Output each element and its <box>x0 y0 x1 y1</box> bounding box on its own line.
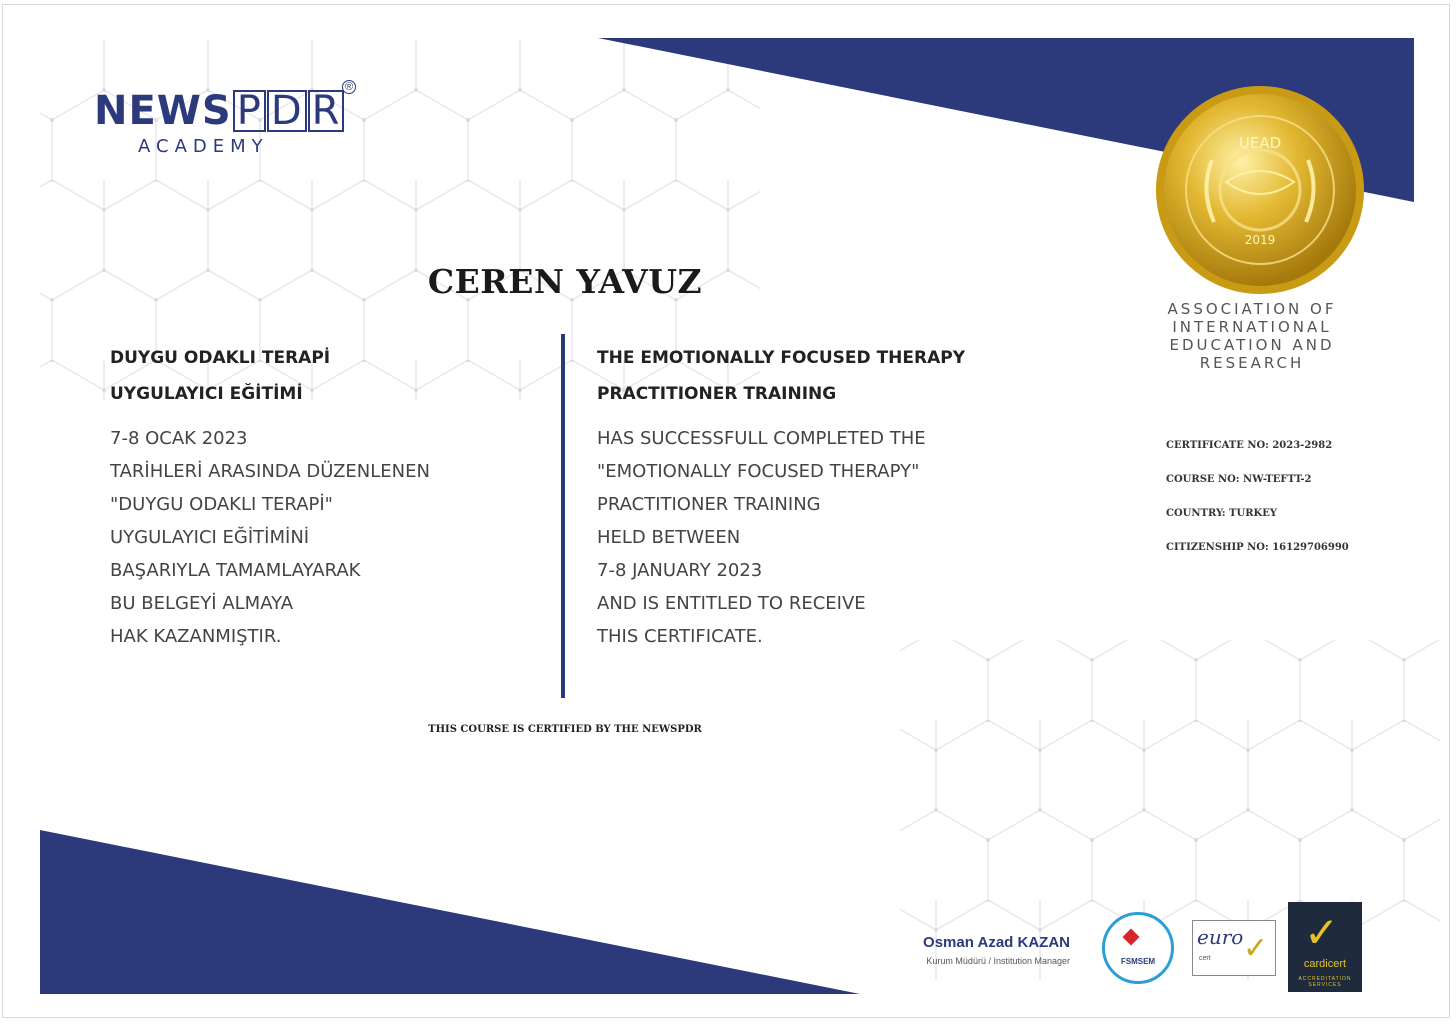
citizenship-number: CITIZENSHIP NO: 16129706990 <box>1166 542 1349 553</box>
english-body-line: "EMOTIONALLY FOCUSED THERAPY" <box>597 461 920 482</box>
certificate-number: CERTIFICATE NO: 2023-2982 <box>1166 440 1333 451</box>
cardicert-sublabel: ACCREDITATION SERVICES <box>1298 976 1352 988</box>
english-body-line: HELD BETWEEN <box>597 527 741 548</box>
fsmsem-label: FSMSEM <box>1120 957 1156 966</box>
country: COUNTRY: TURKEY <box>1166 508 1277 519</box>
association-line: INTERNATIONAL <box>1172 318 1332 336</box>
seal-year: 2019 <box>1244 233 1276 247</box>
turkish-body-line: "DUYGU ODAKLI TERAPİ" <box>110 494 333 515</box>
english-body-line: HAS SUCCESSFULL COMPLETED THE <box>597 428 926 449</box>
cardicert-label: cardicert <box>1303 958 1347 970</box>
english-body-line: PRACTITIONER TRAINING <box>597 494 821 515</box>
turkish-body <box>110 422 540 653</box>
association-name <box>1140 300 1364 372</box>
eurocert-badge <box>1192 920 1276 976</box>
newspdr-logo <box>94 81 354 157</box>
association-line: RESEARCH <box>1199 354 1305 372</box>
turkish-body-line: BAŞARIYLA TAMAMLAYARAK <box>110 560 361 581</box>
turkish-title-line: UYGULAYICI EĞİTİMİ <box>110 384 303 404</box>
turkish-body-line: HAK KAZANMIŞTIR. <box>110 626 282 647</box>
cardicert-badge <box>1288 902 1362 992</box>
english-body-line: THIS CERTIFICATE. <box>597 626 763 647</box>
english-body-line: AND IS ENTITLED TO RECEIVE <box>597 593 866 614</box>
seal-top-text: UEAD <box>1238 134 1282 152</box>
logo-letter-r: R <box>308 90 345 132</box>
recipient-name: CEREN YAVUZ <box>427 262 703 301</box>
turkish-body-line: UYGULAYICI EĞİTİMİNİ <box>110 527 310 548</box>
registered-mark: ® <box>342 80 356 94</box>
course-number: COURSE NO: NW-TEFTT-2 <box>1166 474 1312 485</box>
fsmsem-icon <box>1123 929 1140 946</box>
turkish-body-line: 7-8 OCAK 2023 <box>110 428 248 449</box>
english-title <box>597 340 1067 412</box>
eurocert-sublabel: cert <box>1199 955 1211 962</box>
signatory-title: Kurum Müdürü / Institution Manager <box>926 956 1070 966</box>
signatory-name: Osman Azad KAZAN <box>923 934 1070 951</box>
logo-letter-p: P <box>233 90 266 132</box>
certificate-info <box>1166 440 1349 576</box>
eurocert-label: euro <box>1197 925 1244 949</box>
english-body-line: 7-8 JANUARY 2023 <box>597 560 763 581</box>
logo-academy: ACADEMY <box>138 136 269 157</box>
column-divider <box>561 334 565 698</box>
association-line: EDUCATION AND <box>1169 336 1335 354</box>
turkish-body-line: TARİHLERİ ARASINDA DÜZENLENEN <box>110 461 430 482</box>
turkish-column <box>110 340 540 653</box>
english-body <box>597 422 1067 653</box>
logo-letter-d: D <box>267 90 307 132</box>
checkmark-icon: ✓ <box>1304 909 1340 956</box>
english-title-line: THE EMOTIONALLY FOCUSED THERAPY <box>597 348 966 368</box>
logo-wordmark <box>94 88 344 134</box>
certified-by-text: THIS COURSE IS CERTIFIED BY THE NEWSPDR <box>428 724 702 735</box>
checkmark-icon: ✓ <box>1243 932 1269 965</box>
english-column <box>597 340 1067 653</box>
logo-news: NEWS <box>94 88 232 134</box>
fsmsem-badge <box>1102 912 1174 984</box>
turkish-title-line: DUYGU ODAKLI TERAPİ <box>110 348 331 368</box>
turkish-title <box>110 340 540 412</box>
association-line: ASSOCIATION OF <box>1167 300 1337 318</box>
turkish-body-line: BU BELGEYİ ALMAYA <box>110 593 294 614</box>
english-title-line: PRACTITIONER TRAINING <box>597 384 837 404</box>
